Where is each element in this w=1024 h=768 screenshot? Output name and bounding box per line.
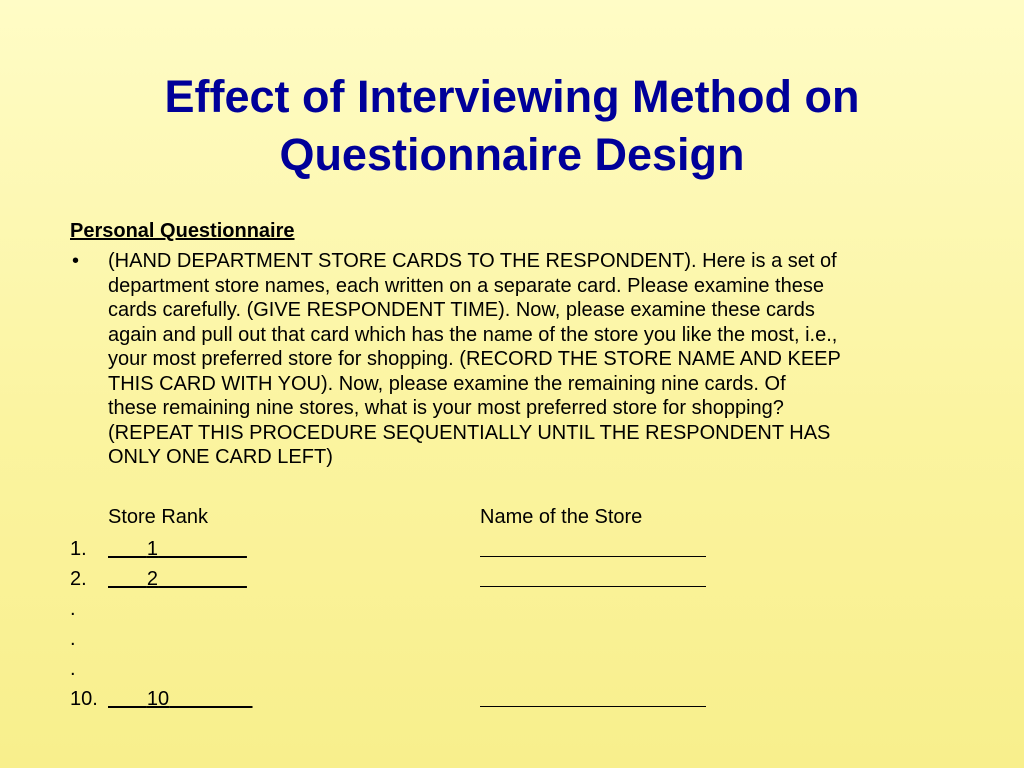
rank-value: 2 xyxy=(146,568,159,590)
rank-cell xyxy=(108,536,274,562)
row-number: 1. xyxy=(70,538,87,560)
rank-value: 10 xyxy=(146,688,170,710)
bullet-line: (REPEAT THIS PROCEDURE SEQUENTIALLY UNTIL THE RESPONDENT HAS xyxy=(108,421,831,444)
bullet-line: cards carefully. (GIVE RESPONDENT TIME). Now, please examine these cards xyxy=(108,299,815,321)
section-heading: Personal Questionnaire xyxy=(70,220,295,242)
table-row xyxy=(70,566,970,592)
header-store-rank: Store Rank xyxy=(108,506,209,528)
slide-title xyxy=(0,68,1024,184)
header-store-name: Name of the Store xyxy=(480,506,643,528)
table-row xyxy=(70,626,970,652)
bullet-text xyxy=(108,249,958,470)
row-ellipsis: . xyxy=(70,628,76,650)
table-row xyxy=(70,596,970,622)
rank-cell xyxy=(108,686,274,712)
store-name-blank xyxy=(480,536,706,564)
bullet-dot-icon: • xyxy=(72,250,80,272)
bullet-line: ONLY ONE CARD LEFT) xyxy=(108,446,333,468)
bullet-line: department store names, each written on a separate card. Please examine these xyxy=(108,274,824,297)
row-ellipsis: . xyxy=(70,658,76,680)
store-name-blank xyxy=(480,686,706,714)
rank-table-header xyxy=(70,504,970,530)
row-number: 10. xyxy=(70,688,98,710)
rank-value: 1 xyxy=(146,538,159,560)
bullet-line: your most preferred store for shopping. (RECORD THE STORE NAME AND KEEP xyxy=(108,348,841,370)
row-ellipsis: . xyxy=(70,598,76,620)
bullet-line: THIS CARD WITH YOU). Now, please examine the remaining nine cards. Of xyxy=(108,372,786,395)
table-row xyxy=(70,656,970,682)
store-name-blank xyxy=(480,566,706,594)
bullet-line: these remaining nine stores, what is your most preferred store for shopping? xyxy=(108,397,784,419)
bullet-line: (HAND DEPARTMENT STORE CARDS TO THE RESPONDENT). Here is a set of xyxy=(108,250,837,272)
row-number: 2. xyxy=(70,568,87,590)
rank-cell xyxy=(108,566,274,592)
slide-title-line-1: Effect of Interviewing Method on xyxy=(164,71,860,122)
slide-title-line-2: Questionnaire Design xyxy=(279,129,745,180)
table-row xyxy=(70,686,970,712)
bullet-line: again and pull out that card which has the name of the store you like the most, i.e., xyxy=(108,323,838,346)
table-row xyxy=(70,536,970,562)
